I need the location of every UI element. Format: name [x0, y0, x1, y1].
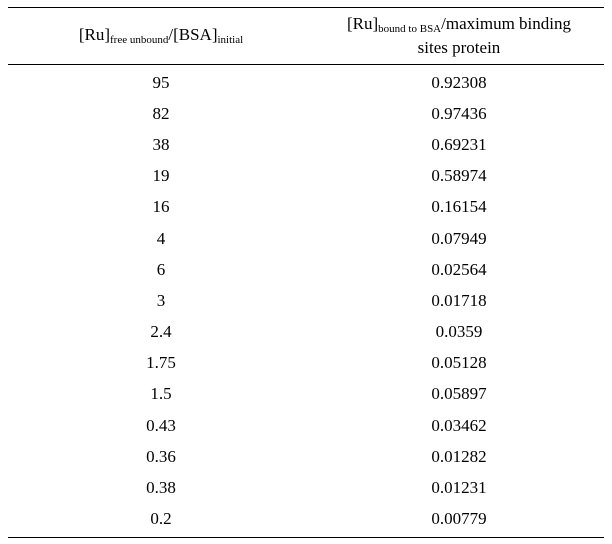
cell-free-ratio: 1.5 [150, 384, 172, 404]
table-row [8, 285, 604, 316]
cell-bound-ratio: 0.07949 [431, 228, 487, 248]
table-row [8, 348, 604, 379]
table-row [8, 161, 604, 192]
table-row [8, 379, 604, 410]
column-header-ratio-bound-line2: sites protein [417, 38, 501, 57]
table-row [8, 67, 604, 98]
cell-free-ratio: 0.43 [146, 415, 176, 435]
table-row [8, 129, 604, 160]
cell-free-ratio: 38 [152, 134, 170, 154]
cell-free-ratio: 0.38 [146, 478, 176, 498]
cell-bound-ratio: 0.01718 [431, 290, 487, 310]
cell-free-ratio: 6 [156, 259, 166, 279]
data-table [8, 7, 604, 537]
column-header-ratio-bound [314, 7, 604, 64]
table-row [8, 192, 604, 223]
cell-bound-ratio: 0.0359 [435, 322, 483, 342]
cell-bound-ratio: 0.00779 [431, 509, 487, 529]
table-row [8, 223, 604, 254]
cell-free-ratio: 82 [152, 103, 170, 123]
table-header-rule [8, 64, 604, 65]
cell-free-ratio: 19 [152, 166, 170, 186]
cell-bound-ratio: 0.02564 [431, 259, 487, 279]
table-body [8, 67, 604, 535]
cell-bound-ratio: 0.69231 [431, 134, 487, 154]
cell-bound-ratio: 0.97436 [431, 103, 487, 123]
cell-free-ratio: 3 [156, 290, 166, 310]
cell-free-ratio: 95 [152, 72, 170, 92]
cell-bound-ratio: 0.03462 [431, 415, 487, 435]
table-bottom-rule [8, 537, 604, 538]
cell-free-ratio: 0.2 [150, 509, 172, 529]
cell-free-ratio: 16 [152, 197, 170, 217]
table-row [8, 504, 604, 535]
table-row [8, 472, 604, 503]
table-row [8, 254, 604, 285]
table-row [8, 441, 604, 472]
table-row [8, 410, 604, 441]
cell-free-ratio: 4 [156, 228, 166, 248]
table-row [8, 98, 604, 129]
column-header-ratio-free-text: $[Ru]_{free unbound}/[BSA]_{initial}$ [78, 24, 244, 46]
cell-bound-ratio: 0.92308 [431, 72, 487, 92]
cell-bound-ratio: 0.01231 [431, 478, 487, 498]
cell-bound-ratio: 0.01282 [431, 446, 487, 466]
cell-bound-ratio: 0.05128 [431, 353, 487, 373]
cell-bound-ratio: 0.16154 [431, 197, 487, 217]
table-row [8, 317, 604, 348]
cell-bound-ratio: 0.05897 [431, 384, 487, 404]
cell-free-ratio: 1.75 [146, 353, 176, 373]
column-header-ratio-free [8, 7, 314, 64]
cell-free-ratio: 0.36 [146, 446, 176, 466]
cell-bound-ratio: 0.58974 [431, 166, 487, 186]
cell-free-ratio: 2.4 [150, 322, 172, 342]
column-header-ratio-bound-line1: $[Ru]_{bound to BSA}$/maximum binding [347, 14, 571, 35]
